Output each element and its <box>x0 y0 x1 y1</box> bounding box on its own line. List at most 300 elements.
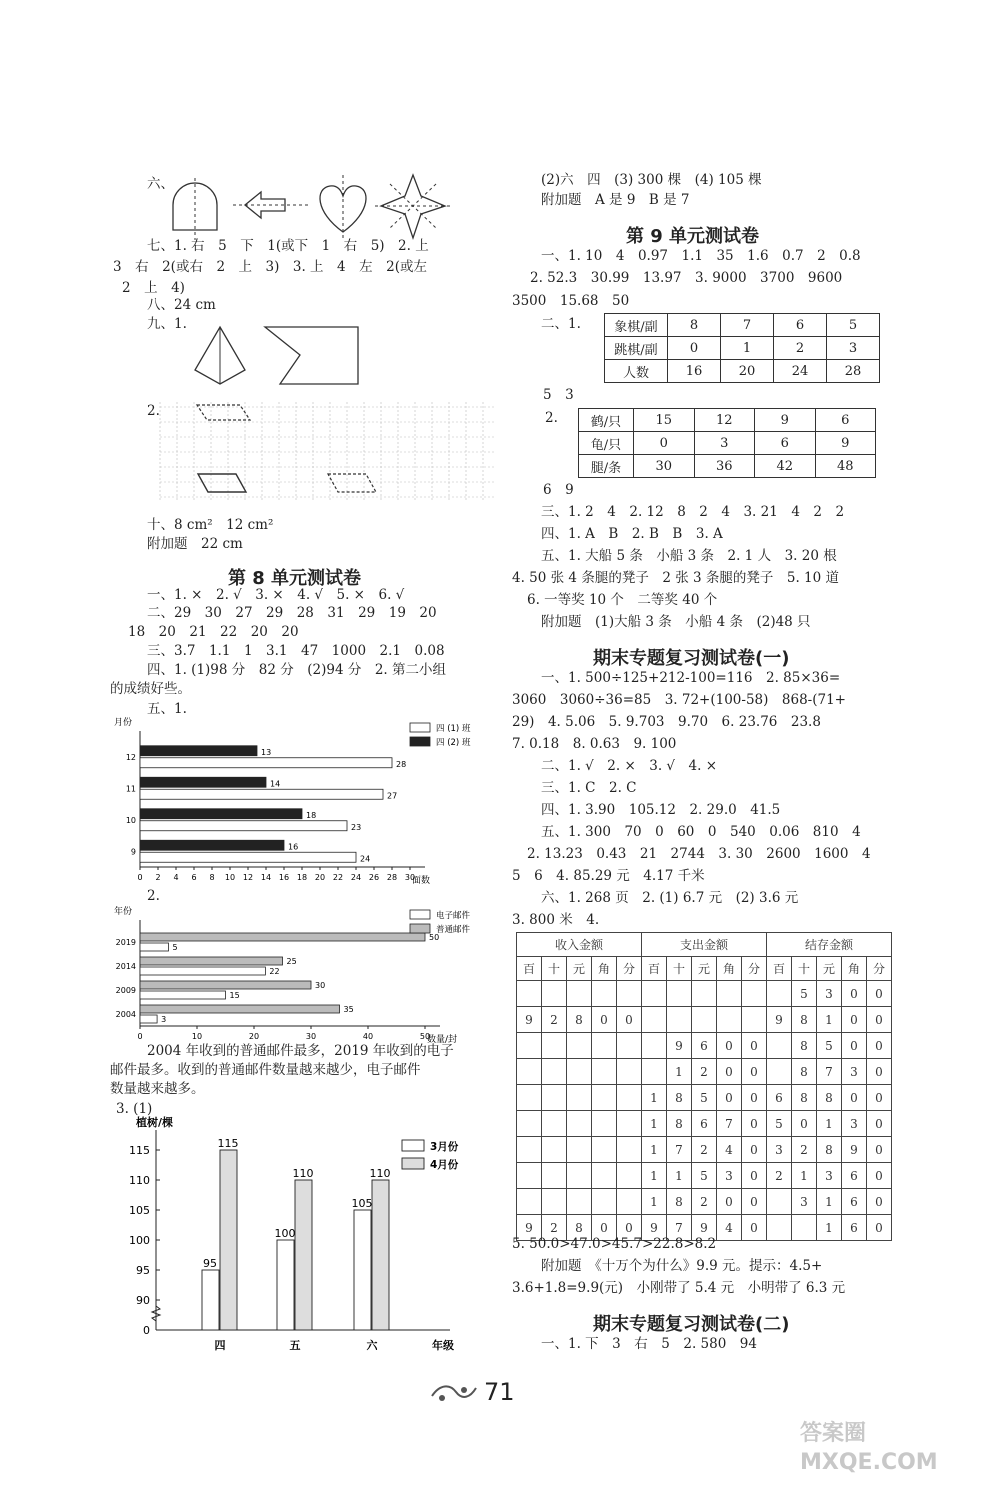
bar <box>140 809 302 819</box>
chart-tree-bars <box>110 1118 500 1358</box>
ledger-cell: 6 <box>842 1163 867 1189</box>
bar <box>140 981 311 989</box>
ledger-unit: 角 <box>717 957 742 981</box>
y-axis-label: 植树/棵 <box>136 1116 174 1129</box>
bar <box>140 821 347 831</box>
bar-value-label: 110 <box>369 1167 391 1180</box>
ledger-cell: 1 <box>642 1189 667 1215</box>
cell: 42 <box>755 455 816 478</box>
ledger-row <box>517 981 892 1007</box>
bar <box>140 758 392 768</box>
f1-l2-1: 5. 50.0>47.0>45.7>22.8>8.2 <box>512 1236 717 1252</box>
ledger-cell: 9 <box>667 1033 692 1059</box>
category-label: 12 <box>125 752 136 762</box>
ledger-cell: 0 <box>867 1059 892 1085</box>
bar <box>140 957 283 965</box>
f1-10: 5 6 4. 85.29 元 4.17 千米 <box>512 868 705 884</box>
ledger-cell <box>642 1007 667 1033</box>
ledger-cell: 0 <box>867 1111 892 1137</box>
bar-value-label: 50 <box>429 933 440 942</box>
ledger-cell: 0 <box>842 1007 867 1033</box>
bar-value-label: 110 <box>292 1167 314 1180</box>
y-tick-label: 95 <box>136 1264 150 1277</box>
x-tick-label: 16 <box>278 873 290 882</box>
ledger-group: 支出金额 <box>642 933 767 957</box>
bar-value-label: 16 <box>288 842 299 852</box>
bar-value-label: 35 <box>343 1005 354 1014</box>
ledger-cell: 9 <box>767 1007 792 1033</box>
ledger-cell: 1 <box>642 1137 667 1163</box>
ledger-cell <box>792 1215 817 1241</box>
unit8-title: 第 8 单元测试卷 <box>228 568 362 589</box>
bar <box>140 933 425 941</box>
ledger-cell: 6 <box>842 1215 867 1241</box>
ledger-unit: 百 <box>517 957 542 981</box>
page-number: 71 <box>484 1378 515 1406</box>
x-tick-label: 22 <box>332 873 344 882</box>
ledger-cell: 0 <box>742 1163 767 1189</box>
ledger-cell: 2 <box>692 1059 717 1085</box>
bar-value-label: 105 <box>351 1197 373 1210</box>
y-axis-label: 月份 <box>114 718 133 728</box>
ledger-row <box>517 1085 892 1111</box>
bar <box>277 1240 294 1330</box>
ledger-cell: 0 <box>867 1163 892 1189</box>
f1-9: 2. 13.23 0.43 21 2744 3. 30 2600 1600 4 <box>527 846 871 862</box>
bar-value-label: 24 <box>360 854 371 864</box>
q7-line-2: 3 右 2(或右 2 上 3) 3. 上 4 左 2(或左 <box>113 259 428 275</box>
ledger-cell <box>567 1189 592 1215</box>
bar-value-label: 23 <box>351 822 362 832</box>
ledger-cell: 0 <box>742 1137 767 1163</box>
ledger-unit: 元 <box>817 957 842 981</box>
ledger-unit: 角 <box>592 957 617 981</box>
table-crane-turtle <box>578 408 876 478</box>
ledger-cell: 3 <box>842 1111 867 1137</box>
ledger-unit: 十 <box>667 957 692 981</box>
u9-l2-3: 五、1. 大船 5 条 小船 3 条 2. 1 人 3. 20 根 <box>541 548 837 564</box>
cell: 1 <box>721 337 774 360</box>
ledger-cell <box>717 981 742 1007</box>
r-top-2: 附加题 A 是 9 B 是 7 <box>541 192 690 208</box>
ledger-cell <box>517 1033 542 1059</box>
bar <box>140 943 169 951</box>
ledger-unit: 十 <box>792 957 817 981</box>
ledger-cell: 7 <box>667 1137 692 1163</box>
ledger-cell: 3 <box>767 1137 792 1163</box>
ledger-cell <box>667 981 692 1007</box>
final2-title: 期末专题复习测试卷(二) <box>593 1314 790 1335</box>
ledger-cell <box>692 1007 717 1033</box>
u8-line-7: 五、1. <box>147 701 187 717</box>
ledger-cell: 0 <box>867 1137 892 1163</box>
ledger-cell <box>617 1085 642 1111</box>
cell: 9 <box>815 432 876 455</box>
q5-text-1: 2004 年收到的普通邮件最多，2019 年收到的电子 <box>147 1043 454 1059</box>
ledger-cell: 9 <box>842 1137 867 1163</box>
ledger-cell <box>592 1163 617 1189</box>
f1-6: 三、1. C 2. C <box>541 780 637 796</box>
bar <box>140 789 383 799</box>
ledger-cell <box>542 1137 567 1163</box>
q6-label: 六、 <box>147 176 174 192</box>
ledger-cell: 3 <box>842 1059 867 1085</box>
ledger-cell <box>517 1137 542 1163</box>
cell: 6 <box>755 432 816 455</box>
ledger-cell <box>767 1189 792 1215</box>
cell: 48 <box>815 455 876 478</box>
ledger-cell <box>767 1059 792 1085</box>
category-label: 2009 <box>115 986 136 995</box>
legend-swatch <box>410 723 430 732</box>
ledger-cell <box>617 1033 642 1059</box>
x-tick-label: 30 <box>305 1032 317 1041</box>
ledger-cell <box>617 981 642 1007</box>
bar-value-label: 95 <box>203 1257 217 1270</box>
q8: 八、24 cm <box>147 297 216 313</box>
ledger-cell: 1 <box>642 1111 667 1137</box>
f1-8: 五、1. 300 70 0 60 0 540 0.06 810 4 <box>541 824 861 840</box>
cell: 腿/条 <box>579 455 634 478</box>
ledger-cell: 4 <box>717 1215 742 1241</box>
ledger-cell <box>542 1085 567 1111</box>
category-label: 9 <box>130 847 136 857</box>
ledger-cell: 8 <box>667 1111 692 1137</box>
ledger-group: 收入金额 <box>517 933 642 957</box>
ledger-cell: 5 <box>792 981 817 1007</box>
ledger-cell: 7 <box>817 1059 842 1085</box>
ledger-cell: 2 <box>767 1163 792 1189</box>
ledger-row <box>517 1189 892 1215</box>
q5-text-2: 邮件最多。收到的普通邮件数量越来越少，电子邮件 <box>110 1062 421 1078</box>
ledger-cell <box>617 1189 642 1215</box>
ledger-cell: 2 <box>542 1007 567 1033</box>
cell: 3 <box>827 337 880 360</box>
x-tick-label: 10 <box>224 873 236 882</box>
q5-text-3: 数量越来越多。 <box>110 1081 205 1097</box>
ledger-cell: 8 <box>567 1007 592 1033</box>
r-top-1: (2)六 四 (3) 300 棵 (4) 105 棵 <box>541 172 762 188</box>
ledger-cell <box>592 981 617 1007</box>
legend-label: 4月份 <box>430 1159 459 1171</box>
f1-l2-2: 附加题 《十万个为什么》9.9 元。提示：4.5+ <box>541 1258 823 1274</box>
f1-4: 7. 0.18 8. 0.63 9. 100 <box>512 736 677 752</box>
ledger-cell: 0 <box>842 1033 867 1059</box>
cell: 0 <box>668 337 721 360</box>
ledger-cell <box>542 1111 567 1137</box>
category-label: 11 <box>125 784 136 794</box>
x-tick-label: 12 <box>242 873 254 882</box>
ledger-cell: 6 <box>767 1085 792 1111</box>
ledger-cell <box>642 981 667 1007</box>
ledger-unit: 分 <box>742 957 767 981</box>
legend-label: 四 (1) 班 <box>436 724 471 734</box>
ledger-cell <box>767 981 792 1007</box>
q10: 十、8 cm² 12 cm² <box>147 517 274 533</box>
legend-label: 电子邮件 <box>436 911 471 921</box>
ledger-cell: 8 <box>792 1059 817 1085</box>
ledger-cell <box>717 1007 742 1033</box>
u8-line-6: 的成绩好些。 <box>110 681 191 697</box>
ledger-cell: 0 <box>867 1215 892 1241</box>
ledger-cell <box>617 1137 642 1163</box>
ledger-cell <box>642 1033 667 1059</box>
bar-value-label: 13 <box>261 747 272 757</box>
bar <box>140 852 356 862</box>
bar-value-label: 28 <box>396 759 407 769</box>
q7-line-1: 七、1. 右 5 下 1(或下 1 右 5) 2. 上 <box>147 238 429 254</box>
u8-line-1: 一、1. × 2. √ 3. × 4. √ 5. × 6. √ <box>147 587 405 603</box>
ledger-unit: 元 <box>692 957 717 981</box>
x-tick-label: 30 <box>404 873 416 882</box>
y-tick-label: 0 <box>143 1324 150 1337</box>
ledger-cell: 8 <box>667 1189 692 1215</box>
ledger-cell <box>517 1189 542 1215</box>
ledger-cell: 0 <box>617 1007 642 1033</box>
cell: 跳棋/副 <box>605 337 668 360</box>
ledger-cell: 8 <box>567 1215 592 1241</box>
after-t1: 5 3 <box>543 387 574 403</box>
watermark: 答案圈 MXQE.COM <box>800 1421 938 1475</box>
cell: 3 <box>694 432 755 455</box>
ledger-cell: 5 <box>767 1111 792 1137</box>
ledger-cell: 8 <box>792 1007 817 1033</box>
ledger-cell <box>767 1215 792 1241</box>
f1-5: 二、1. √ 2. × 3. √ 4. × <box>541 758 718 774</box>
ledger-cell: 0 <box>592 1007 617 1033</box>
x-tick-label: 50 <box>419 1032 431 1041</box>
y-tick-label: 105 <box>129 1204 150 1217</box>
ledger-cell: 1 <box>817 1215 842 1241</box>
bar <box>140 1005 340 1013</box>
u9-line-3: 3500 15.68 50 <box>512 293 630 309</box>
bar <box>295 1180 312 1330</box>
ledger-cell: 3 <box>792 1189 817 1215</box>
f1-12: 3. 800 米 4. <box>512 912 600 928</box>
ledger-cell: 0 <box>742 1059 767 1085</box>
ledger-cell <box>542 981 567 1007</box>
legend-swatch <box>402 1158 424 1169</box>
ledger-cell: 0 <box>742 1085 767 1111</box>
bar <box>220 1150 237 1330</box>
ledger-cell <box>742 981 767 1007</box>
cell: 20 <box>721 360 774 383</box>
x-tick-label: 20 <box>248 1032 260 1041</box>
ledger-cell: 9 <box>517 1215 542 1241</box>
ledger-cell <box>517 1111 542 1137</box>
ledger-cell <box>592 1085 617 1111</box>
ledger-cell: 0 <box>867 981 892 1007</box>
legend-label: 3月份 <box>430 1141 459 1153</box>
bar <box>372 1180 389 1330</box>
x-tick-label: 14 <box>260 873 272 882</box>
ledger-cell: 1 <box>817 1111 842 1137</box>
category-label: 2014 <box>115 962 136 971</box>
ledger-row <box>517 1163 892 1189</box>
category-label: 10 <box>125 815 136 825</box>
u9-l2-1: 三、1. 2 4 2. 12 8 2 4 3. 21 4 2 2 <box>541 504 845 520</box>
x-tick-label: 40 <box>362 1032 374 1041</box>
ledger-cell: 8 <box>667 1085 692 1111</box>
ledger-unit: 角 <box>842 957 867 981</box>
ledger-cell: 3 <box>717 1163 742 1189</box>
ledger-cell: 1 <box>642 1163 667 1189</box>
cell: 5 <box>827 314 880 337</box>
ledger-cell <box>767 1033 792 1059</box>
chart-class-bars <box>110 715 500 885</box>
x-tick-label: 8 <box>209 873 215 882</box>
legend-swatch <box>410 737 430 746</box>
ledger-cell: 0 <box>867 1033 892 1059</box>
ledger-cell: 0 <box>717 1059 742 1085</box>
f1-11: 六、1. 268 页 2. (1) 6.7 元 (2) 3.6 元 <box>541 890 799 906</box>
category-label: 2004 <box>115 1010 136 1019</box>
ledger-cell: 2 <box>692 1137 717 1163</box>
u9-l2-4: 4. 50 张 4 条腿的凳子 2 张 3 条腿的凳子 5. 10 道 <box>512 570 840 586</box>
q7-line-3: 2 上 4) <box>122 280 185 296</box>
ledger-cell <box>542 1163 567 1189</box>
x-axis-label: 数量/封 <box>427 1035 458 1045</box>
legend-label: 普通邮件 <box>436 925 471 935</box>
ledger-cell: 1 <box>817 1189 842 1215</box>
bonus-left: 附加题 22 cm <box>147 536 243 552</box>
bar <box>140 777 266 787</box>
ledger-cell <box>567 1033 592 1059</box>
ledger-cell <box>542 1189 567 1215</box>
ledger-cell: 7 <box>717 1111 742 1137</box>
y-axis-label: 年份 <box>114 907 133 917</box>
f1-3: 29) 4. 5.06 5. 9.703 9.70 6. 23.76 23.8 <box>512 714 821 730</box>
y-tick-label: 100 <box>129 1234 150 1247</box>
x-tick-label: 0 <box>137 1032 143 1041</box>
cell: 象棋/副 <box>605 314 668 337</box>
ledger-cell <box>567 1137 592 1163</box>
after-t2: 6 9 <box>543 482 574 498</box>
u9-q2-2: 2. <box>545 410 558 426</box>
x-tick-label: 4 <box>173 873 179 882</box>
bar-value-label: 115 <box>217 1137 239 1150</box>
y-tick-label: 90 <box>136 1294 150 1307</box>
u9-line-1: 一、1. 10 4 0.97 1.1 35 1.6 0.7 2 0.8 <box>541 248 861 264</box>
ledger-cell: 0 <box>742 1189 767 1215</box>
cell: 人数 <box>605 360 668 383</box>
ledger-cell: 0 <box>592 1215 617 1241</box>
ledger-cell: 8 <box>792 1033 817 1059</box>
ledger-row <box>517 1059 892 1085</box>
bar-value-label: 22 <box>269 967 280 976</box>
u8-line-5: 四、1. (1)98 分 82 分 (2)94 分 2. 第二小组 <box>147 662 446 678</box>
cell: 鹤/只 <box>579 409 634 432</box>
legend-swatch <box>410 924 430 933</box>
bar <box>140 1015 157 1023</box>
f1-7: 四、1. 3.90 105.12 2. 29.0 41.5 <box>541 802 781 818</box>
ledger-cell: 0 <box>792 1111 817 1137</box>
page-ornament-icon <box>428 1378 480 1408</box>
u9-l2-5: 6. 一等奖 10 个 二等奖 40 个 <box>527 592 718 608</box>
ledger-cell: 0 <box>867 1189 892 1215</box>
x-tick-label: 2 <box>155 873 161 882</box>
ledger-cell: 0 <box>617 1215 642 1241</box>
f2-1: 一、1. 下 3 右 5 2. 580 94 <box>541 1336 757 1352</box>
ledger-cell <box>642 1059 667 1085</box>
cell: 6 <box>774 314 827 337</box>
q9-2: 2. <box>147 403 160 419</box>
cell: 2 <box>774 337 827 360</box>
ledger-cell <box>617 1059 642 1085</box>
ledger-cell: 0 <box>842 981 867 1007</box>
ledger-cell <box>517 981 542 1007</box>
ledger-cell <box>567 1111 592 1137</box>
bar-value-label: 18 <box>306 810 317 820</box>
bar <box>354 1210 371 1330</box>
ledger-cell: 3 <box>817 1163 842 1189</box>
x-axis-label: 面数 <box>412 876 431 886</box>
ledger-cell <box>567 1085 592 1111</box>
cell: 龟/只 <box>579 432 634 455</box>
ledger-cell <box>567 981 592 1007</box>
ledger-cell <box>517 1059 542 1085</box>
x-tick-label: 18 <box>296 873 308 882</box>
q9-2-grid <box>160 402 500 512</box>
ledger-cell: 0 <box>742 1215 767 1241</box>
ledger-cell: 6 <box>842 1189 867 1215</box>
cell: 24 <box>774 360 827 383</box>
legend-label: 四 (2) 班 <box>436 738 471 748</box>
x-tick-label: 6 <box>191 873 197 882</box>
cell: 16 <box>668 360 721 383</box>
ledger-cell: 0 <box>867 1085 892 1111</box>
ledger-cell: 6 <box>692 1033 717 1059</box>
ledger-row <box>517 1007 892 1033</box>
q5-2: 2. <box>147 888 160 904</box>
bar-value-label: 100 <box>274 1227 296 1240</box>
ledger-cell: 9 <box>642 1215 667 1241</box>
ledger-cell <box>567 1059 592 1085</box>
ledger-cell <box>742 1007 767 1033</box>
ledger-cell <box>517 1163 542 1189</box>
ledger-cell: 5 <box>692 1163 717 1189</box>
ledger-cell: 1 <box>667 1059 692 1085</box>
u8-line-2: 二、29 30 27 29 28 31 29 19 20 <box>147 605 437 621</box>
cell: 6 <box>815 409 876 432</box>
ledger-cell: 1 <box>817 1007 842 1033</box>
ledger-cell: 5 <box>817 1033 842 1059</box>
category-label: 五 <box>289 1339 301 1352</box>
bar-value-label: 3 <box>161 1015 167 1024</box>
chart-mail-bars <box>110 902 500 1045</box>
ledger-cell: 1 <box>642 1085 667 1111</box>
ledger-cell <box>592 1111 617 1137</box>
ledger-unit: 十 <box>542 957 567 981</box>
ledger-cell <box>617 1111 642 1137</box>
bar <box>140 840 284 850</box>
final1-title: 期末专题复习测试卷(一) <box>593 648 790 669</box>
ledger-cell <box>517 1085 542 1111</box>
q9: 九、1. <box>147 316 187 332</box>
ledger-unit: 百 <box>642 957 667 981</box>
y-tick-label: 110 <box>129 1174 150 1187</box>
ledger-cell <box>592 1059 617 1085</box>
ledger-cell <box>542 1033 567 1059</box>
x-tick-label: 24 <box>350 873 362 882</box>
bar-value-label: 15 <box>229 991 240 1000</box>
u8-line-4: 三、3.7 1.1 1 3.1 47 1000 2.1 0.08 <box>147 643 445 659</box>
x-tick-label: 28 <box>386 873 398 882</box>
q9-figures <box>190 322 370 392</box>
x-tick-label: 10 <box>191 1032 203 1041</box>
ledger-cell <box>592 1189 617 1215</box>
ledger-row <box>517 1033 892 1059</box>
